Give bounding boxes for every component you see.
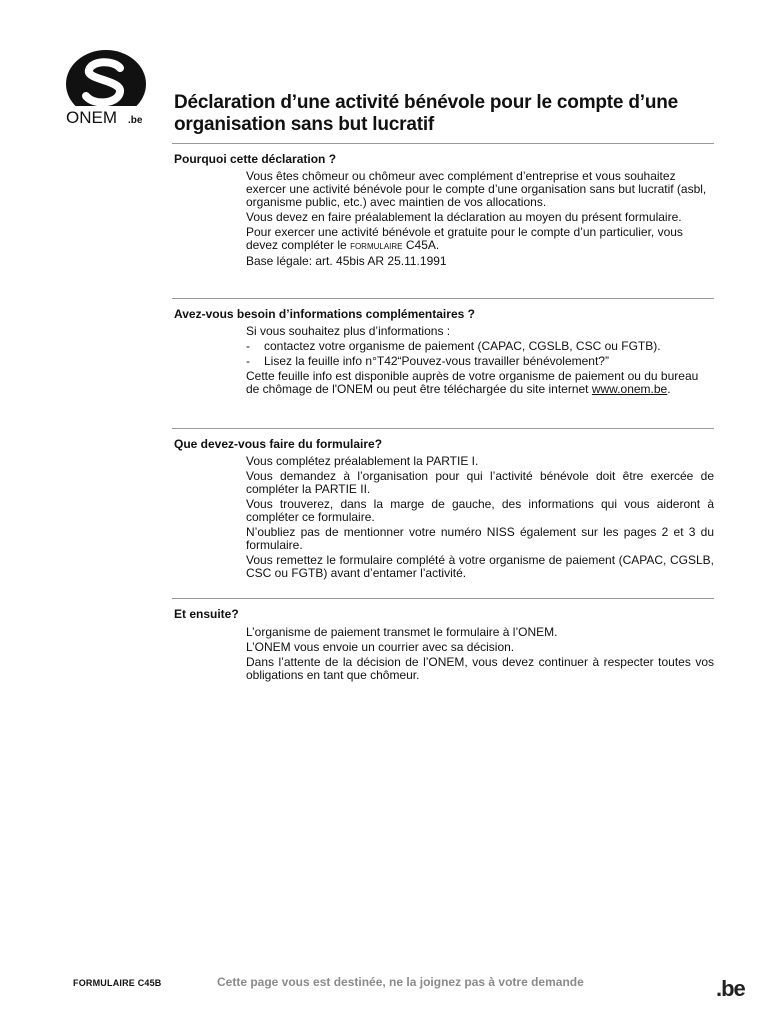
divider [172,428,714,429]
section-body-info: Si vous souhaitez plus d’informations : - contactez votre organisme de paiement (CAPAC, CGSLB, CSC ou FGTB). - Lisez la feuille info n°T42“Pouvez-vous travailler bénévolement?” Cette feuille info est disponible auprès de votre organisme de paiement ou du bureau de chômage de l'ONEM ou peut être téléchargée du site internet www.onem.be. [246,325,714,398]
section-body-form: Vous complétez préalablement la PARTIE I. Vous demandez à l’organisation pour qui l’activité bénévole doit être exercée de compléter la PARTIE II. Vous trouverez, dans la marge de gauche, des informations qui vous aideront à compléter ce formulaire. N’oubliez pas de mentionner votre numéro NISS également sur les pages 2 et 3 du formulaire. Vous remettez le formulaire complété à votre organisme de paiement (CAPAC, CGSLB, CSC ou FGTB) avant d’entamer l’activité. [246,454,714,580]
be-logo: .be [716,976,745,1001]
section-body-next: L’organisme de paiement transmet le formulaire à l’ONEM. L’ONEM vous envoie un courrier avec sa décision. Dans l’attente de la décision de l’ONEM, vous devez continuer à respecter toutes vos obligations en tant que chômeur. [246,625,714,682]
section-body-why: Vous êtes chômeur ou chômeur avec complément d’entreprise et vous souhaitez exercer une activité bénévole pour le compte d’une organisation sans but lucratif (asbl, organisme public, etc.) avec maintien de vos allocations. Vous devez en faire préalablement la déclaration au moyen du présent formulaire. Pour exercer une activité bénévole et gratuite pour le compte d’un particulier, vous devez compléter le formulaire C45A. Base légale: art. 45bis AR 25.11.1991 [246,169,707,268]
section-title-form: Que devez-vous faire du formulaire? [174,437,383,451]
divider [172,598,714,599]
logo-text: ONEM [66,108,117,127]
section-title-why: Pourquoi cette déclaration ? [174,152,337,166]
footer-note: Cette page vous est destinée, ne la joignez pas à votre demande [217,975,584,989]
list-item: - contactez votre organisme de paiement (CAPAC, CGSLB, CSC ou FGTB). [246,339,661,353]
section-title-next: Et ensuite? [174,607,239,621]
form-code: FORMULAIRE C45B [73,978,162,988]
list-item: - Lisez la feuille info n°T42“Pouvez-vous travailler bénévolement?” [246,354,609,368]
logo-suffix: .be [128,115,143,126]
divider [172,298,714,299]
onem-logo [62,48,154,128]
onem-website-link[interactable]: www.onem.be [591,382,668,396]
divider [172,143,714,144]
page-title: Déclaration d’une activité bénévole pour le compte d’une organisation sans but lucratif [174,92,679,135]
section-title-info: Avez-vous besoin d’informations complémentaires ? [174,307,475,321]
